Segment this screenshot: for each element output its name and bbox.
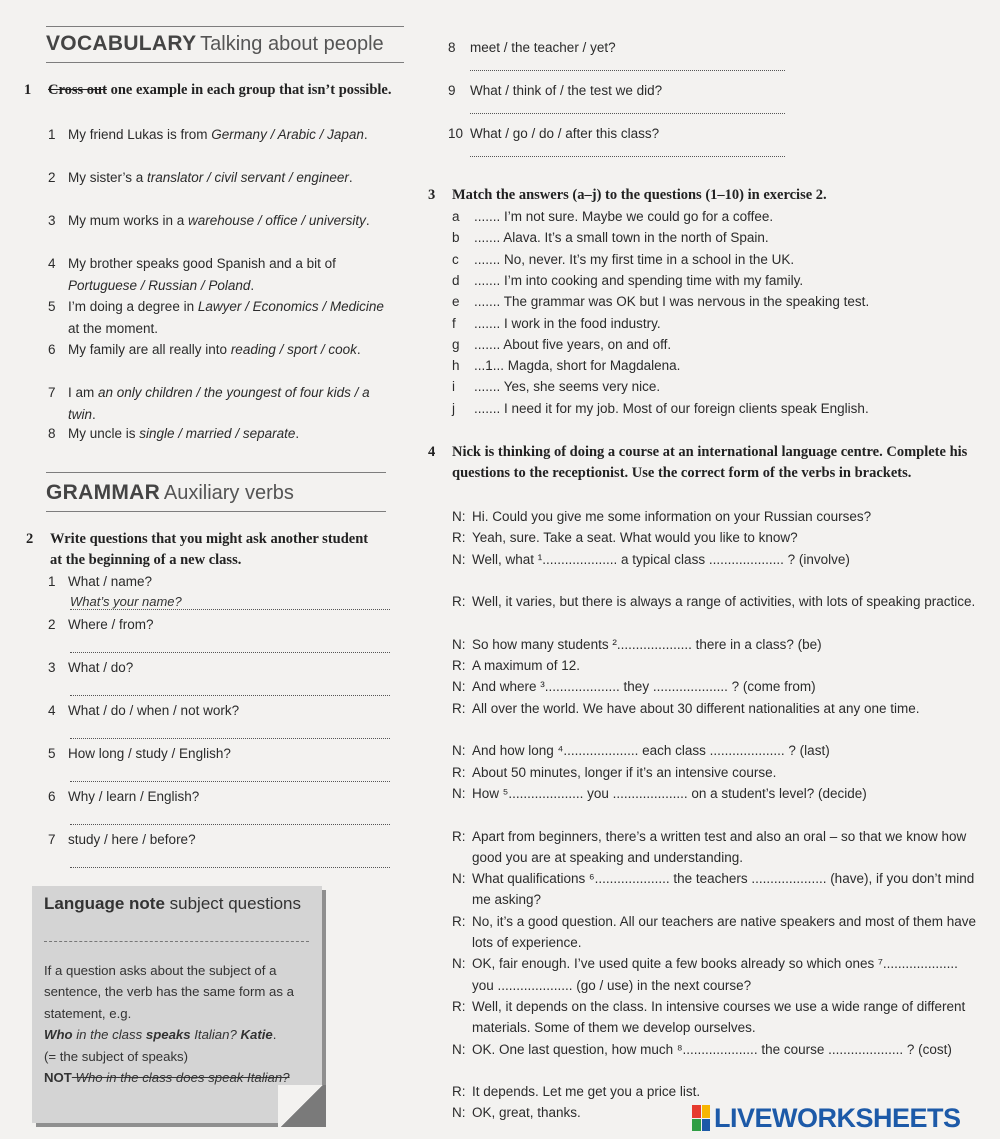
- question-prompt: [48, 703, 393, 718]
- dialogue-line: [452, 527, 982, 548]
- language-note-title: Language note subject questions: [44, 894, 301, 913]
- question-prompt: [48, 660, 393, 675]
- match-fill-blank[interactable]: .......: [474, 209, 501, 224]
- item-text-plain: My friend Lukas is from: [68, 127, 212, 142]
- match-answer-text: I need it for my job. Most of our foreign clients speak English.: [500, 400, 869, 416]
- vocab-item: [48, 210, 393, 232]
- exercise-4-instructions: 4 Nick is thinking of doing a course at an international language centre. Complete his questions to the receptionist. Use the correct form of the verbs in brackets.: [428, 444, 968, 481]
- dialogue-text[interactable]: All over the world. We have about 30 different nationalities at any one time.: [472, 700, 920, 716]
- speaker-label: R:: [452, 700, 466, 716]
- speaker-label: R:: [452, 913, 466, 929]
- dialogue-text[interactable]: So how many students ².................... there in a class? (be): [472, 636, 822, 652]
- match-letter: a: [452, 209, 460, 224]
- item-text: [68, 124, 393, 146]
- dialogue-line: [452, 911, 982, 954]
- match-answer-text: The grammar was OK but I was nervous in the speaking test.: [500, 294, 870, 310]
- answer-line[interactable]: [70, 609, 390, 610]
- dialogue-text[interactable]: OK, great, thanks.: [472, 1105, 581, 1121]
- match-item: [452, 355, 680, 376]
- dialogue-line: [452, 826, 982, 869]
- item-text-plain: My brother speaks good Spanish and a bit of: [68, 256, 336, 271]
- answer-line[interactable]: [70, 781, 390, 782]
- match-letter: i: [452, 379, 455, 395]
- item-text: [68, 253, 393, 296]
- match-letter: b: [452, 230, 460, 246]
- match-letter: j: [452, 400, 455, 416]
- item-text: [68, 423, 393, 445]
- question-cue: What / go / do / after this class?: [470, 126, 660, 141]
- question-prompt: [48, 746, 393, 761]
- question-number: 2: [48, 617, 56, 632]
- match-letter: f: [452, 315, 456, 331]
- question-cue: Where / from?: [68, 617, 154, 632]
- speaker-label: N:: [452, 509, 466, 524]
- question-cue: What / name?: [68, 574, 153, 589]
- question-cue: study / here / before?: [68, 832, 196, 847]
- item-number: 2: [48, 170, 56, 185]
- speaker-label: N:: [452, 1105, 466, 1121]
- dialogue-line: [452, 591, 982, 612]
- match-item: [452, 249, 794, 270]
- question-number: 6: [48, 789, 56, 804]
- item-text-end: .: [356, 342, 361, 357]
- dialogue-line: [452, 783, 982, 804]
- speaker-label: N:: [452, 1041, 466, 1057]
- dialogue-line: [452, 762, 982, 783]
- match-letter: h: [452, 358, 460, 374]
- item-number: 3: [48, 213, 56, 228]
- item-text-plain: I’m doing a degree in: [68, 299, 198, 314]
- item-text: [68, 296, 393, 339]
- match-fill-blank[interactable]: ...1...: [474, 358, 505, 374]
- item-text-plain: I am: [68, 385, 99, 400]
- match-text: [474, 273, 803, 288]
- answer-line[interactable]: [70, 824, 390, 825]
- dialogue-text[interactable]: Hi. Could you give me some information on your Russian courses?: [472, 509, 872, 524]
- match-fill-blank[interactable]: .......: [474, 272, 501, 288]
- question-cue: meet / the teacher / yet?: [470, 40, 616, 55]
- dialogue-text[interactable]: No, it’s a good question. All our teachers are native speakers and most of them have lots of experience.: [472, 913, 977, 950]
- item-text-end: .: [250, 277, 255, 293]
- match-fill-blank[interactable]: .......: [474, 230, 501, 246]
- match-answer-text: Alava. It’s a small town in the north of Spain.: [500, 230, 769, 246]
- item-text-end: at the moment.: [68, 320, 159, 336]
- match-item: [452, 334, 671, 355]
- grammar-top-rule: [46, 472, 386, 473]
- dialogue-text[interactable]: Well, what ¹.................... a typical class .................... ? (involve): [472, 551, 850, 567]
- dialogue-line: [452, 506, 982, 527]
- page-curl-corner: [278, 1085, 326, 1127]
- match-text: [474, 379, 660, 394]
- answer-line[interactable]: [70, 652, 390, 653]
- item-text: [68, 167, 393, 189]
- match-text: [474, 294, 869, 309]
- exercise-4-number: 4: [428, 444, 436, 460]
- item-number: 8: [48, 426, 56, 441]
- item-options[interactable]: Portuguese / Russian / Poland: [68, 277, 251, 293]
- match-item: [452, 313, 661, 334]
- match-item: [452, 227, 769, 248]
- question-prompt: [48, 832, 393, 847]
- question-prompt: [48, 574, 393, 589]
- match-text: [474, 358, 680, 373]
- match-item: [452, 206, 773, 227]
- item-options[interactable]: warehouse / office / university: [188, 213, 366, 228]
- match-text: [474, 209, 773, 224]
- speaker-label: N:: [452, 785, 466, 801]
- match-fill-blank[interactable]: .......: [474, 315, 501, 331]
- dialogue-text[interactable]: OK. One last question, how much ⁸.................... the course .................... ? (cost): [472, 1041, 952, 1057]
- match-item: [452, 398, 869, 419]
- speaker-label: R:: [452, 658, 466, 674]
- answer-line[interactable]: [470, 156, 785, 157]
- speaker-label: R:: [452, 1084, 466, 1100]
- vocab-item: [48, 339, 393, 361]
- exercise-1-number: 1: [24, 82, 32, 98]
- exercise-2-instructions: 2 Write questions that you might ask another student at the beginning of a new class.: [26, 531, 369, 568]
- item-text-end: .: [92, 406, 96, 422]
- dialogue-text[interactable]: Well, it depends on the class. In intensive courses we use a wide range of different materials. Some of them we develop ourselves.: [472, 998, 966, 1036]
- dialogue-line: [452, 634, 982, 655]
- match-item: [452, 270, 803, 291]
- dialogue-text[interactable]: It depends. Let me get you a price list.: [472, 1084, 701, 1100]
- speaker-label: N:: [452, 743, 466, 759]
- item-number: 7: [48, 385, 56, 400]
- item-text-plain: My uncle is: [68, 426, 140, 441]
- dialogue-text[interactable]: About 50 minutes, longer if it’s an intensive course.: [472, 764, 777, 780]
- language-note-box: [32, 886, 322, 1123]
- match-answer-text: No, never. It’s my first time in a school in the UK.: [500, 251, 795, 267]
- top-rule-left: [46, 26, 404, 27]
- question-prompt: [48, 617, 393, 632]
- dialogue-line: [452, 676, 982, 697]
- speaker-label: R:: [452, 530, 466, 546]
- question-cue: What / do / when / not work?: [68, 703, 240, 718]
- item-text: [68, 339, 393, 361]
- item-text-plain: My sister’s a: [68, 170, 148, 185]
- dialogue-line: [452, 740, 982, 761]
- language-note-body: If a question asks about the subject of a sentence, the verb has the same form as a statement, e.g. Who in the class speaks Italian? Katie. (= the subject of speaks) NOT Who in the class does speak Italian?: [44, 963, 294, 1086]
- match-letter: e: [452, 294, 460, 310]
- item-options[interactable]: Germany / Arabic / Japan: [211, 127, 364, 142]
- match-fill-blank[interactable]: .......: [474, 400, 501, 416]
- dialogue-text[interactable]: And how long ⁴.................... each class .................... ? (last): [472, 743, 830, 759]
- item-number: 1: [48, 127, 56, 142]
- speaker-label: N:: [452, 551, 466, 567]
- example-answer: What’s your name?: [70, 594, 182, 609]
- grammar-section-title: GRAMMAR Auxiliary verbs: [46, 481, 294, 504]
- vocab-item: [48, 382, 393, 425]
- exercise-3-instructions: 3 Match the answers (a–j) to the questions (1–10) in exercise 2.: [452, 185, 972, 206]
- speaker-label: N:: [452, 636, 466, 652]
- liveworksheets-logo-icon: [692, 1105, 710, 1131]
- item-options[interactable]: translator / civil servant / engineer: [147, 170, 349, 185]
- item-options[interactable]: reading / sport / cook: [230, 342, 357, 357]
- answer-line[interactable]: [470, 70, 785, 71]
- item-text-end: .: [363, 127, 368, 142]
- vocab-item: [48, 423, 393, 445]
- dialogue-text[interactable]: Yeah, sure. Take a seat. What would you like to know?: [472, 530, 798, 546]
- dialogue-line: [452, 868, 982, 911]
- match-letter: c: [452, 251, 459, 267]
- match-fill-blank[interactable]: .......: [474, 251, 501, 267]
- vocab-title-rule: [46, 62, 404, 63]
- item-number: 4: [48, 256, 56, 271]
- item-text-plain: My family are all really into: [68, 342, 231, 357]
- dialogue-text[interactable]: How ⁵.................... you .................... on a student’s level? (decide): [472, 785, 867, 801]
- speaker-label: N:: [452, 871, 466, 887]
- dialogue-text[interactable]: Apart from beginners, there’s a written test and also an oral – so that we know how good you are at speaking and understanding.: [472, 828, 967, 865]
- dialogue-text[interactable]: Well, it varies, but there is always a range of activities, with lots of speaking practice.: [472, 594, 976, 610]
- item-text-end: .: [365, 213, 370, 228]
- match-letter: d: [452, 272, 460, 288]
- question-number: 3: [48, 660, 56, 675]
- question-number: 7: [48, 832, 56, 847]
- language-note-divider: [44, 941, 309, 942]
- match-text: [474, 230, 769, 245]
- match-answer-text: Magda, short for Magdalena.: [504, 358, 681, 374]
- question-cue: What / do?: [68, 660, 134, 675]
- match-text: [474, 316, 661, 331]
- question-cue: What / think of / the test we did?: [470, 83, 663, 98]
- speaker-label: R:: [452, 998, 466, 1014]
- dialogue-line: [452, 1039, 982, 1060]
- question-number: 4: [48, 703, 56, 718]
- question-prompt: [448, 37, 978, 58]
- match-item: [452, 376, 660, 397]
- dialogue-text[interactable]: OK, fair enough. I’ve used quite a few books already so which ones ⁷.................... you .................... (go / use) in the next course?: [472, 956, 958, 993]
- match-text: [474, 337, 671, 352]
- dialogue-text[interactable]: And where ³.................... they .................... ? (come from): [472, 679, 816, 695]
- dialogue-line: [452, 655, 982, 676]
- vocab-item: [48, 124, 393, 146]
- match-answer-text: I work in the food industry.: [500, 315, 661, 331]
- match-answer-text: I’m into cooking and spending time with my family.: [500, 272, 804, 288]
- match-letter: g: [452, 336, 460, 352]
- speaker-label: N:: [452, 956, 466, 972]
- item-text-end: .: [295, 426, 300, 441]
- vocab-item: [48, 167, 393, 189]
- match-text: [474, 401, 869, 416]
- match-fill-blank[interactable]: .......: [474, 379, 501, 395]
- answer-line[interactable]: [70, 867, 390, 868]
- match-fill-blank[interactable]: .......: [474, 294, 501, 310]
- match-answer-text: About five years, on and off.: [500, 336, 672, 352]
- item-options[interactable]: Lawyer / Economics / Medicine: [197, 299, 384, 314]
- item-text: [68, 210, 393, 232]
- question-prompt: [448, 80, 978, 101]
- match-fill-blank[interactable]: .......: [474, 336, 501, 352]
- item-options[interactable]: an only children / the youngest of four kids / a twin: [68, 385, 370, 422]
- question-prompt: [48, 789, 393, 804]
- vocabulary-section-title: VOCABULARY Talking about people: [46, 32, 384, 55]
- question-cue: How long / study / English?: [68, 746, 231, 761]
- speaker-label: N:: [452, 679, 466, 695]
- question-number: 5: [48, 746, 56, 761]
- dialogue-text[interactable]: A maximum of 12.: [472, 658, 581, 674]
- item-options[interactable]: single / married / separate: [139, 426, 296, 441]
- liveworksheets-brand: [692, 1100, 961, 1136]
- question-number: 10: [448, 126, 464, 141]
- answer-line[interactable]: [70, 738, 390, 739]
- dialogue-line: [452, 953, 982, 996]
- grammar-title-rule: [46, 511, 386, 512]
- exercise-3-number: 3: [428, 187, 436, 203]
- item-text-plain: My mum works in a: [68, 213, 189, 228]
- vocab-item: [48, 253, 393, 296]
- item-number: 5: [48, 299, 56, 314]
- speaker-label: R:: [452, 764, 466, 780]
- question-number: 1: [48, 574, 56, 589]
- dialogue-text[interactable]: What qualifications ⁶.................... the teachers .................... (have), if you don’t mind me asking?: [472, 871, 975, 908]
- dialogue-line: [452, 549, 982, 570]
- item-number: 6: [48, 342, 56, 357]
- question-number: 8: [448, 40, 456, 55]
- question-cue: Why / learn / English?: [68, 789, 200, 804]
- match-text: [474, 252, 794, 267]
- vocab-item: [48, 296, 393, 339]
- dialogue-line: [452, 996, 982, 1039]
- match-item: [452, 291, 869, 312]
- question-prompt: [448, 123, 978, 144]
- question-number: 9: [448, 83, 456, 98]
- answer-line[interactable]: [470, 113, 785, 114]
- answer-line[interactable]: [70, 695, 390, 696]
- dialogue-line: [452, 698, 982, 719]
- liveworksheets-wordmark: LIVEWORKSHEETS: [714, 1102, 961, 1133]
- match-answer-text: I’m not sure. Maybe we could go for a coffee.: [500, 209, 774, 224]
- exercise-1-instructions: 1 Cross out one example in each group that isn’t possible.: [48, 80, 393, 101]
- speaker-label: R:: [452, 828, 466, 844]
- item-text: [68, 382, 393, 425]
- item-text-end: .: [348, 170, 353, 185]
- exercise-2-number: 2: [26, 531, 34, 547]
- speaker-label: R:: [452, 594, 466, 610]
- match-answer-text: Yes, she seems very nice.: [500, 379, 661, 395]
